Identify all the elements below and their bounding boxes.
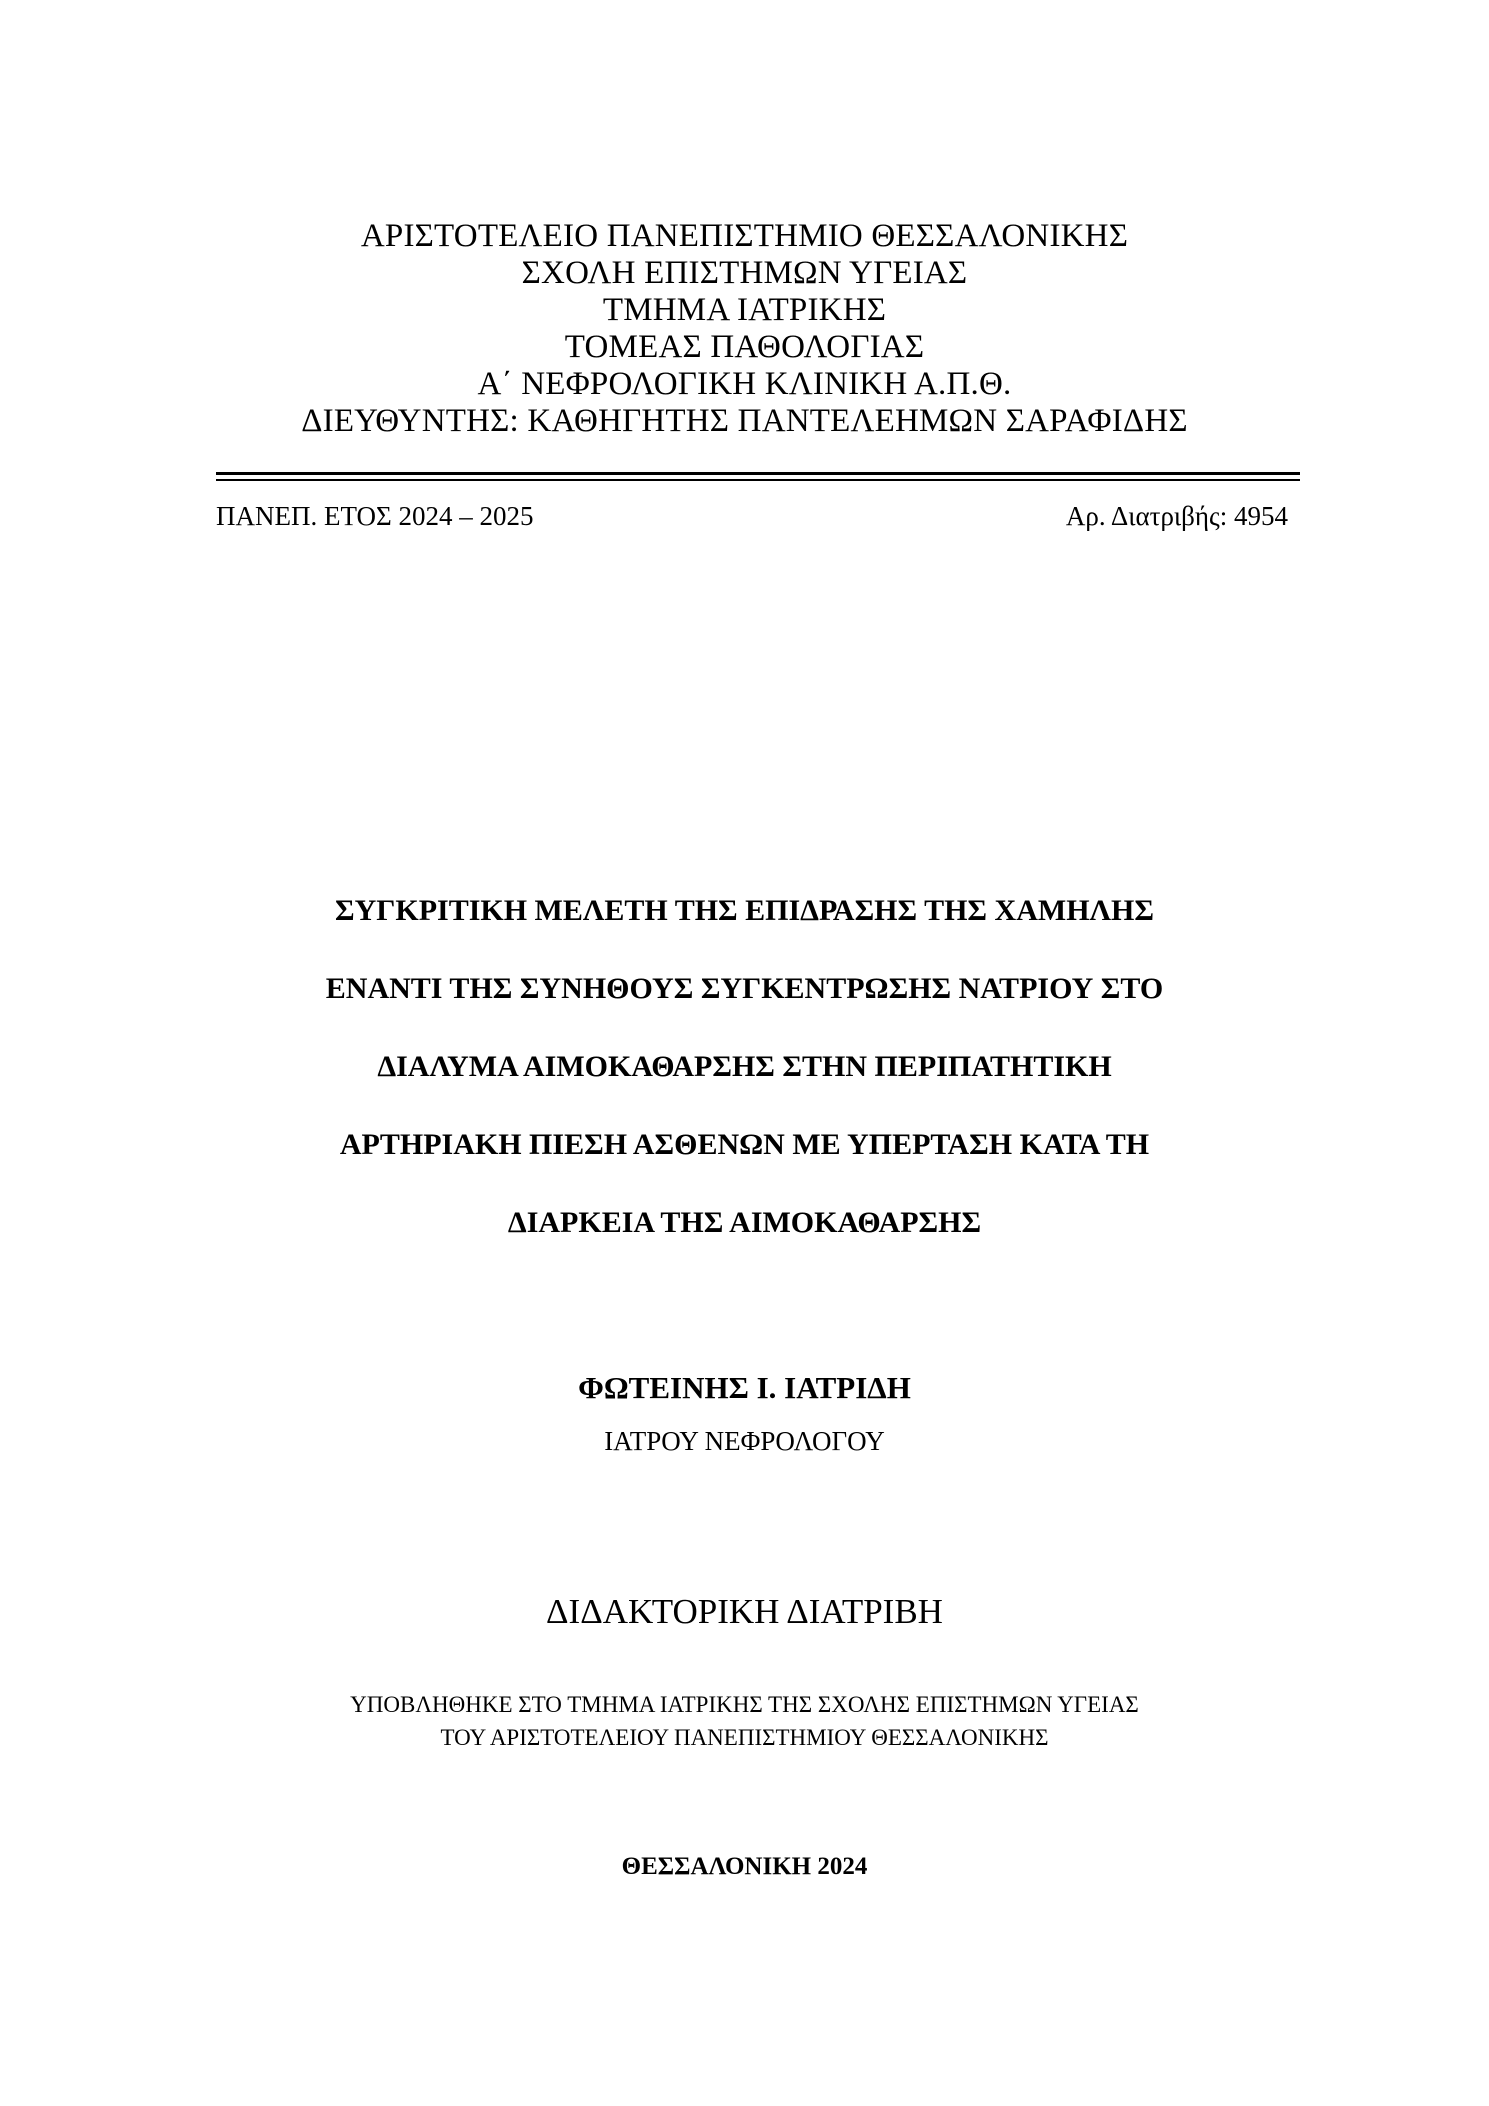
sector-name: ΤΟΜΕΑΣ ΠΑΘΟΛΟΓΙΑΣ	[564, 329, 925, 365]
submission-line: ΤΟΥ ΑΡΙΣΤΟΤΕΛΕΙΟΥ ΠΑΝΕΠΙΣΤΗΜΙΟΥ ΘΕΣΣΑΛΟΝΙΚΗΣ	[440, 1725, 1049, 1750]
director-line: ΔΙΕΥΘΥΝΤΗΣ: ΚΑΘΗΓΗΤΗΣ ΠΑΝΤΕΛΕΗΜΩΝ ΣΑΡΑΦΙΔΗΣ	[301, 403, 1188, 439]
title-line: ΔΙΑΛΥΜΑ ΑΙΜΟΚΑΘΑΡΣΗΣ ΣΤΗΝ ΠΕΡΙΠΑΤΗΤΙΚΗ	[377, 1050, 1112, 1083]
title-line: ΣΥΓΚΡΙΤΙΚΗ ΜΕΛΕΤΗ ΤΗΣ ΕΠΙΔΡΑΣΗΣ ΤΗΣ ΧΑΜΗΛΗΣ	[335, 894, 1154, 927]
thesis-title	[0, 872, 1489, 1262]
header-divider-thick	[216, 472, 1300, 475]
title-line: ΑΡΤΗΡΙΑΚΗ ΠΙΕΣΗ ΑΣΘΕΝΩΝ ΜΕ ΥΠΕΡΤΑΣΗ ΚΑΤΑ ΤΗ	[339, 1128, 1150, 1161]
university-name: ΑΡΙΣΤΟΤΕΛΕΙΟ ΠΑΝΕΠΙΣΤΗΜΙΟ ΘΕΣΣΑΛΟΝΙΚΗΣ	[360, 218, 1129, 254]
place-year: ΘΕΣΣΑΛΟΝΙΚΗ 2024	[621, 1853, 868, 1880]
academic-year: ΠΑΝΕΠ. ΕΤΟΣ 2024 – 2025	[216, 501, 534, 531]
submission-statement	[0, 1688, 1489, 1754]
thesis-number: Αρ. Διατριβής: 4954	[1065, 501, 1288, 531]
title-line: ΕΝΑΝΤΙ ΤΗΣ ΣΥΝΗΘΟΥΣ ΣΥΓΚΕΝΤΡΩΣΗΣ ΝΑΤΡΙΟΥ ΣΤΟ	[325, 972, 1164, 1005]
school-name: ΣΧΟΛΗ ΕΠΙΣΤΗΜΩΝ ΥΓΕΙΑΣ	[521, 255, 968, 291]
department-name: ΤΜΗΜΑ ΙΑΤΡΙΚΗΣ	[602, 292, 887, 328]
thesis-type: ΔΙΔΑΚΤΟΡΙΚΗ ΔΙΑΤΡΙΒΗ	[546, 1592, 943, 1631]
institution-header	[0, 218, 1489, 440]
author-role: ΙΑΤΡΟΥ ΝΕΦΡΟΛΟΓΟΥ	[604, 1426, 885, 1456]
submission-line: ΥΠΟΒΛΗΘΗΚΕ ΣΤΟ ΤΜΗΜΑ ΙΑΤΡΙΚΗΣ ΤΗΣ ΣΧΟΛΗΣ ΕΠΙΣΤΗΜΩΝ ΥΓΕΙΑΣ	[350, 1692, 1139, 1717]
title-line: ΔΙΑΡΚΕΙΑ ΤΗΣ ΑΙΜΟΚΑΘΑΡΣΗΣ	[507, 1206, 982, 1239]
author-name: ΦΩΤΕΙΝΗΣ Ι. ΙΑΤΡΙΔΗ	[578, 1370, 911, 1405]
header-divider-thin	[216, 479, 1300, 481]
clinic-name: Α΄ ΝΕΦΡΟΛΟΓΙΚΗ ΚΛΙΝΙΚΗ Α.Π.Θ.	[477, 366, 1012, 402]
